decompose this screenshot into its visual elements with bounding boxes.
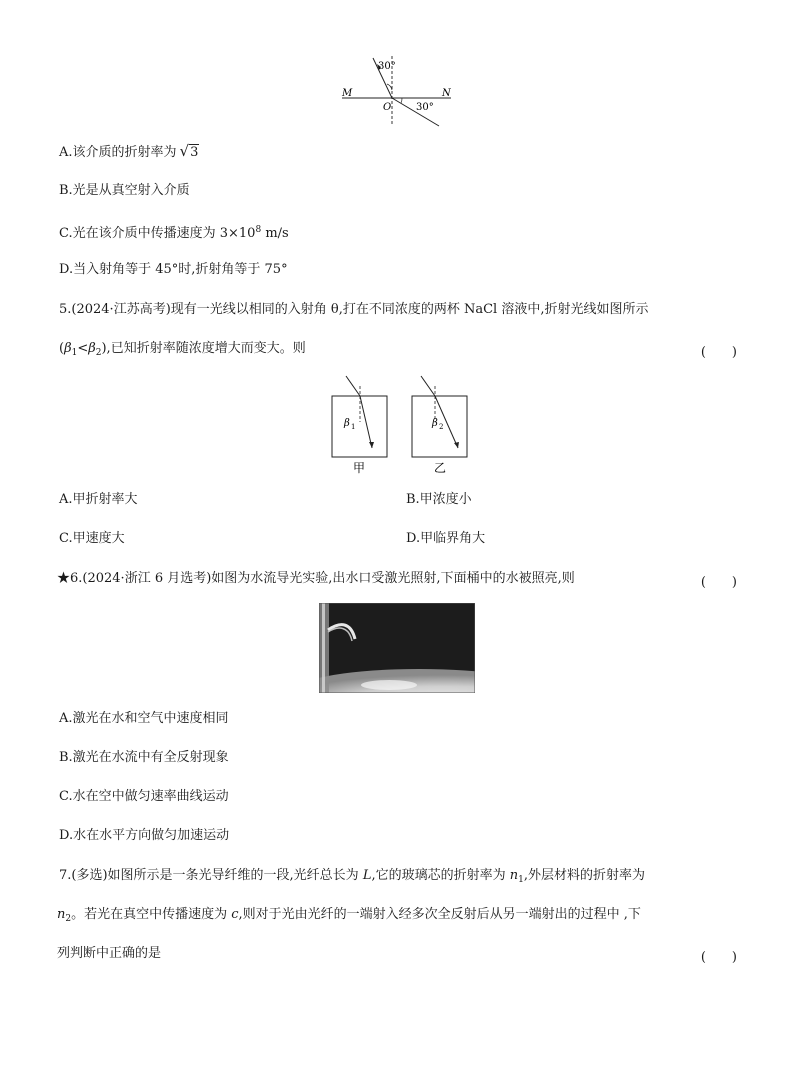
q4-option-a-text: A.该介质的折射率为 (59, 145, 177, 160)
q7-var-n2: n (57, 907, 66, 922)
q6-option-c: C.水在空中做匀速率曲线运动 (59, 789, 229, 804)
q5-stem-line1: 5.(2024·江苏高考)现有一光线以相同的入射角 θ,打在不同浓度的两杯 NaCl 溶液中,折射光线如图所示 (59, 302, 649, 317)
label-m: M (342, 88, 353, 99)
q7-line1-a: 7.(多选)如图所示是一条光导纤维的一段,光纤总长为 (59, 868, 363, 883)
q7-stem-line3: 列判断中正确的是 (57, 946, 162, 961)
beakers-diagram (318, 372, 480, 476)
q5-option-d: D.甲临界角大 (406, 531, 486, 546)
q4-option-c (59, 222, 289, 242)
sqrt-symbol: √3 (179, 142, 199, 160)
beta2-fig-label: β (432, 418, 438, 429)
q4-option-c-text: C.光在该介质中传播速度为 3×10 (59, 226, 256, 241)
q7-var-n2-sub: 2 (65, 914, 72, 924)
angle-top-label: 30° (378, 61, 396, 72)
beta2-fig-sub: 2 (439, 423, 444, 431)
beta1-fig-sub: 1 (351, 423, 356, 431)
q5-option-b: B.甲浓度小 (406, 492, 472, 507)
q4-option-c-exp: 8 (255, 225, 262, 235)
q5-option-c: C.甲速度大 (59, 531, 125, 546)
q7-line2-a: 。若光在真空中传播速度为 (71, 907, 232, 922)
q7-line1-c: ,外层材料的折射率为 (523, 868, 645, 883)
beta1-fig-label: β (344, 418, 350, 429)
beaker-jia (332, 396, 387, 457)
q5-option-a: A.甲折射率大 (59, 492, 138, 507)
fig-label-jia: 甲 (353, 461, 366, 475)
sqrt-value: 3 (190, 145, 199, 160)
refraction-diagram (338, 54, 456, 130)
q7-line1-b: ,它的玻璃芯的折射率为 (371, 868, 510, 883)
beta2-sub: 2 (95, 348, 102, 358)
q5-stem-line2 (59, 341, 306, 361)
q4-option-c-unit: m/s (261, 226, 289, 241)
q7-line2-b: ,则对于光由光纤的一端射入经多次全反射后从另一端射出的过程中 ,下 (238, 907, 641, 922)
q6-stem: ★6.(2024·浙江 6 月选考)如图为水流导光实验,出水口受激光照射,下面桶中的水被照亮,则 (57, 571, 575, 586)
beta2-symbol: <β (77, 341, 96, 356)
q6-option-b: B.激光在水流中有全反射现象 (59, 750, 229, 765)
beta1-symbol: β (64, 341, 72, 356)
q7-stem-line2 (57, 907, 641, 927)
q7-var-n1-sub: 1 (518, 875, 524, 885)
angle-bottom-label: 30° (416, 102, 434, 113)
beta1-sub: 1 (71, 348, 78, 358)
label-n: N (442, 88, 451, 99)
q4-option-a (59, 143, 199, 161)
q6-option-a: A.激光在水和空气中速度相同 (59, 711, 229, 726)
q5-stem-rest: ),已知折射率随浓度增大而变大。则 (101, 341, 306, 356)
q7-var-c: c (231, 907, 239, 922)
q7-stem-line1 (59, 868, 645, 888)
q7-var-n1: n (509, 868, 519, 883)
q5-open-paren: ( (59, 341, 65, 356)
q6-answer-paren: ( ) (700, 575, 737, 590)
q6-option-d: D.水在水平方向做匀加速运动 (59, 828, 230, 843)
water-light-photo (319, 603, 475, 693)
label-o: O (383, 102, 392, 113)
q7-answer-paren: ( ) (700, 950, 737, 965)
q4-option-d: D.当入射角等于 45°时,折射角等于 75° (59, 262, 288, 277)
fig-label-yi: 乙 (434, 461, 447, 475)
q4-option-b: B.光是从真空射入介质 (59, 183, 190, 198)
q5-answer-paren: ( ) (700, 345, 737, 360)
q7-var-l: L (362, 868, 372, 883)
